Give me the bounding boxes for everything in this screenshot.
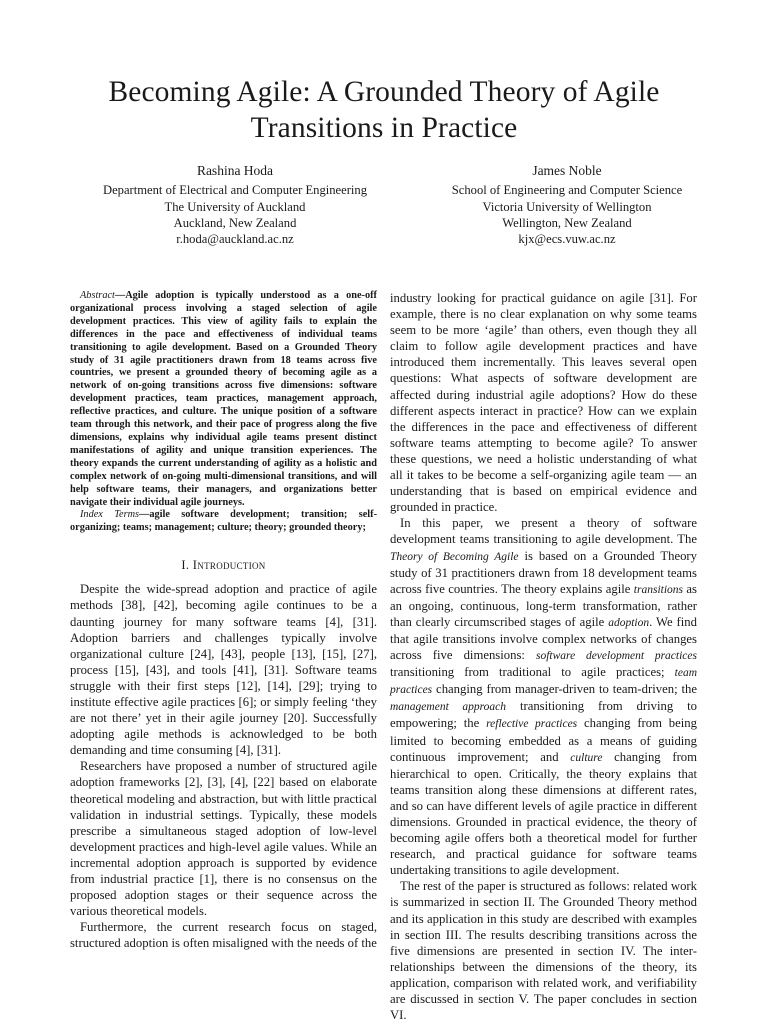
- right-column: [390, 290, 697, 1023]
- emphasis-run: management approach: [390, 701, 507, 714]
- title-line-2: Transitions in Practice: [250, 112, 518, 144]
- section-number: I.: [181, 558, 190, 573]
- emphasis-run: culture: [570, 751, 603, 764]
- author-email: kjx@ecs.vuw.ac.nz: [518, 232, 616, 247]
- author-university: The University of Auckland: [164, 199, 306, 214]
- intro-paragraph-3: Furthermore, the current research focus on staged, structured adoption is often misaligned with the needs of the: [70, 920, 377, 951]
- author-location: Auckland, New Zealand: [173, 215, 297, 230]
- author-block-1: [70, 163, 400, 247]
- text-run: In this paper, we present a theory of software development teams transitioning to agile development. The: [390, 516, 697, 547]
- text-run: is based on a Grounded Theory study of 31 practitioners drawn from 18 development teams across five countries. The theory explains agile: [390, 548, 697, 596]
- emphasis-run: reflective practices: [486, 718, 578, 731]
- author-location: Wellington, New Zealand: [502, 215, 632, 230]
- text-run: transitioning from traditional to agile practices;: [390, 665, 675, 680]
- author-department: School of Engineering and Computer Science: [451, 183, 683, 198]
- section-title: Introduction: [192, 558, 266, 573]
- abstract: [70, 290, 377, 509]
- intro-paragraph-2: Researchers have proposed a number of structured agile adoption frameworks [2], [3], [4], [22] based on elaborate theoretical modeling and abstraction, but with little practical validation in industrial settings. Typically, these models prescribe a simultaneous staged adoption of low-level development practices and high-level agile values. While an incremental adoption approach is supported by evidence from industrial practice [1], there is no consensus on the proposed adoption stages or their sequence across the various theoretical models.: [70, 759, 377, 919]
- section-heading-introduction: [70, 557, 377, 573]
- emphasis-run: software development practices: [535, 650, 697, 663]
- author-department: Department of Electrical and Computer Engineering: [102, 183, 368, 198]
- emphasis-run: adoption: [608, 616, 650, 629]
- emphasis-run: Theory of Becoming Agile: [390, 550, 519, 563]
- emphasis-run: transitions: [633, 583, 684, 596]
- text-run: changing from manager-driven to team-driven; the: [432, 682, 697, 697]
- title-line-1: Becoming Agile: A Grounded Theory of Agile: [108, 76, 660, 108]
- author-name: James Noble: [532, 163, 602, 178]
- text-run: . We find that agile transitions involve complex networks of changes across five dimensions:: [390, 614, 697, 663]
- emphasis-run: team practices: [390, 667, 697, 697]
- index-terms: [70, 509, 377, 535]
- author-email: r.hoda@auckland.ac.nz: [176, 232, 294, 247]
- index-terms-text: —agile software development; transition; self-organizing; teams; management; culture; theory; grounded theory;: [70, 509, 377, 534]
- author-block-2: [402, 163, 732, 247]
- text-run: transitioning from driving to empowering; the: [390, 699, 697, 731]
- right-paragraph-2: [390, 515, 697, 878]
- author-university: Victoria University of Wellington: [482, 199, 652, 214]
- author-name: Rashina Hoda: [196, 163, 274, 178]
- text-run: changing from hierarchical to open. Critically, the theory explains that teams transition along these dimensions at different rates, and so can have different levels of agile practice in different dimensions. Grounded in practical evidence, the theory of becoming agile offers both a theoretical model for further research, and practical guidance for software teams undertaking transitions to agile development.: [390, 749, 698, 878]
- abstract-text: —Agile adoption is typically understood as a one-off organizational process involving a staged selection of agile development practices. This view of agility fails to explain the differences in the pace and effectiveness of individual teams transitioning to agile development. Based on a Grounded Theory study of 31 agile practitioners drawn from 18 teams across five countries, we present a grounded theory of becoming agile as a network of on-going transitions across five dimensions: software development practices, team practices, management approach, reflective practices, and culture. The unique position of a software team through this network, and their pace of progress along the five dimensions, explains why individual agile teams present distinct manifestations of agility and unique transition experiences. The theory expands the current understanding of agility as a holistic and complex network of on-going multi-dimensional transitions, and will help software teams, their managers, and organizations better navigate their individual agile journeys.: [70, 290, 377, 508]
- paper-title: [40, 74, 728, 146]
- left-column: [70, 290, 377, 951]
- text-run: as an ongoing, continuous, long-term transformation, rather than clearly circumscribed stages of agile: [390, 581, 697, 629]
- abstract-label: Abstract: [80, 290, 115, 301]
- intro-paragraph-1: Despite the wide-spread adoption and practice of agile methods [38], [42], becoming agile continues to be a daunting journey for many software teams [4], [31]. Adoption barriers and challenges typically involve organizational culture [24], [43], people [13], [15], [27], process [15], [43], and tools [41], [31]. Software teams struggle with their first steps [12], [14], [29]; trying to institute effective agile practices [6]; or simply feeling ‘they are not there’ yet in their agile journey [20]. Successfully adopting agile methods is acknowledged to be both demanding and time consuming [4], [31].: [70, 582, 377, 758]
- index-terms-label: Index Terms: [80, 509, 140, 521]
- right-paragraph-3: The rest of the paper is structured as follows: related work is summarized in section II. The Grounded Theory method and its application in this study are described with examples in section III. The results describing transitions across the five dimensions are presented in section IV. The inter-relationships between the dimensions of the theory, its application, comparison with related work, and verifiability are discussed in section V. The paper concludes in section VI.: [390, 879, 697, 1023]
- right-paragraph-1: industry looking for practical guidance on agile [31]. For example, there is no clear explanation on why some teams seem to be more ‘agile’ than others, even though they all claim to follow agile development practices and have introduced them incrementally. This leaves several open questions: What aspects of software development are affected during industrial agile adoptions? How do these different aspects interact in practice? How can we explain the differences in the pace and effectiveness of different software teams attempting to become agile? To answer these questions, we need a holistic understanding of what all it takes to be become a self-organizing agile team — an understanding that is based on empirical evidence and grounded in practice.: [390, 291, 697, 515]
- text-run: changing from being limited to becoming embedded as a means of guiding continuous improvement; and: [390, 716, 697, 764]
